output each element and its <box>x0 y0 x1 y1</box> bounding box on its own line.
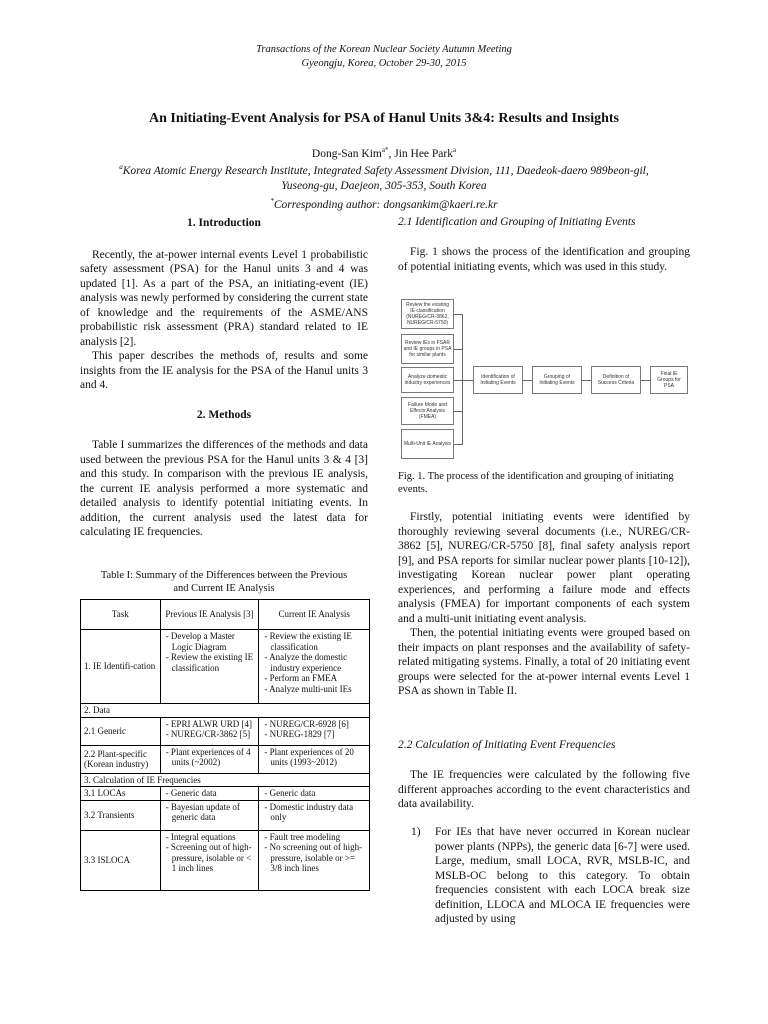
affil-line2: Yuseong-gu, Daejeon, 305-353, South Korea <box>281 179 487 192</box>
table-cell-item: - Integral equations <box>165 831 236 842</box>
paragraph-then: Then, the potential initiating events were grouped based on their impacts on plant responses and the availability of safety-related mitigating systems. Finally, a total of 20 initiating event groups were selected for the at-power internal events Level 1 PSA as shown in Table II. <box>398 627 690 697</box>
table-cell-previous <box>160 787 259 801</box>
figure-intro <box>398 245 690 274</box>
table-cell-current <box>259 745 370 773</box>
figure-flow-box: Identification of Initiating Events <box>473 366 523 394</box>
list-item-1 <box>411 825 690 927</box>
left-column <box>80 216 368 540</box>
table-cell-task: 1. IE Identifi-cation <box>81 630 161 704</box>
paragraph-frequency: The IE frequencies were calculated by the following five different approaches according to the event characteristics and data availability. <box>398 769 690 810</box>
figure-arrow <box>641 380 650 381</box>
authors <box>0 146 768 160</box>
table-caption-line1: Table I: Summary of the Differences between the Previous <box>100 570 348 581</box>
table-cell-item: - NUREG/CR-3862 [5] <box>165 729 251 739</box>
table-cell-item: - Develop a Master Logic Diagram <box>165 631 235 652</box>
methods-heading: 2. Methods <box>196 408 252 421</box>
figure-flow-box: Grouping of Initiating Events <box>532 366 582 394</box>
table-section-calculation: 3. Calculation of IE Frequencies <box>81 773 370 787</box>
table-cell-item: - Screening out of high-pressure, isolable or < 1 inch lines <box>165 842 252 873</box>
figure-box: Review IEs in FSAR and IE groups in PSA for similar plants <box>401 334 454 364</box>
table-cell-task: 3.2 Transients <box>81 800 161 830</box>
table-head-previous: Previous IE Analysis [3] <box>160 600 259 630</box>
conference-header-line2: Gyeongju, Korea, October 29-30, 2015 <box>301 58 467 69</box>
figure-box: Failure Mode and Effects Analysis (FMEA) <box>401 397 454 425</box>
intro-paragraph-2: This paper describes the methods of, results and some insights from the IE analysis for the PSA of the Hanul units 3 and 4. <box>80 350 368 391</box>
author-2: Jin Hee Park <box>394 147 453 160</box>
figure-box: Multi-Unit IE Analysis <box>401 429 454 459</box>
table-cell-item: - Generic data <box>264 788 316 798</box>
table-cell-previous <box>160 630 259 704</box>
list-item-number: 1) <box>411 826 421 838</box>
figure-arrow <box>462 380 473 381</box>
figure-connector <box>454 411 462 412</box>
author-1-sup: a* <box>381 146 389 154</box>
intro-paragraph-1: Recently, the at-power internal events Level 1 probabilistic safety assessment (PSA) for the Hanul units 3 and 4 was updated [1]. As a part of the PSA, an initiating-event (IE) analysis was newly performed by considering the current state of knowledge and the requirements of the ASME/ANS probabilistic risk assessment (PRA) standard related to IE analysis [2]. <box>80 248 368 348</box>
figure-box: Analyze domestic industry experiences <box>401 367 454 393</box>
figure-connector <box>454 349 462 350</box>
table-caption-line2: and Current IE Analysis <box>173 583 275 594</box>
affil-sup-a: a <box>119 163 123 171</box>
table-cell-item: - Fault tree modeling <box>264 831 341 842</box>
table-cell-previous <box>160 717 259 745</box>
author-separator: , <box>388 147 395 160</box>
author-2-sup: a <box>452 146 457 154</box>
table-section-data: 2. Data <box>81 704 370 718</box>
section-2-1-heading: 2.1 Identification and Grouping of Initiating Events <box>398 216 636 228</box>
affil-line1: Korea Atomic Energy Research Institute, Integrated Safety Assessment Division, 111, Daedeok-daero 989beon-gil, <box>122 164 649 177</box>
figure-box: Review the existing IE classification (NUREG/CR-3862, NUREG/CR-5750) <box>401 299 454 329</box>
table-cell-current <box>259 717 370 745</box>
table-cell-task: 3.3 ISLOCA <box>81 830 161 890</box>
table-cell-item: - NUREG-1829 [7] <box>264 729 335 739</box>
table-head-current: Current IE Analysis <box>259 600 370 630</box>
table-cell-previous <box>160 830 259 890</box>
table-cell-item: - NUREG/CR-6928 [6] <box>264 718 349 729</box>
table-cell-current <box>259 800 370 830</box>
table-cell-item: - Perform an FMEA <box>264 673 338 683</box>
section-2-2-heading: 2.2 Calculation of Initiating Event Frequencies <box>398 739 616 751</box>
table-cell-item: - Analyze multi-unit IEs <box>264 683 352 694</box>
figure-connector <box>454 380 462 381</box>
table-cell-item: - Review the existing IE classification <box>165 652 254 673</box>
table-cell-item: - Bayesian update of generic data <box>165 801 240 822</box>
table-1 <box>80 599 370 891</box>
figure-flow-box: Definition of Success Criteria <box>591 366 641 394</box>
figure-arrow <box>582 380 591 381</box>
figure-1 <box>398 296 690 462</box>
affil-line3: Corresponding author: dongsankim@kaeri.re.kr <box>273 198 498 211</box>
table-cell-item: - Generic data <box>165 788 217 798</box>
table-head-task: Task <box>81 600 161 630</box>
frequency-intro <box>398 768 690 812</box>
table-cell-previous <box>160 800 259 830</box>
affil-sup-star: * <box>270 196 274 205</box>
list-item-text: For IEs that have never occurred in Korean nuclear power plants (NPPs), the generic data [6-7] were used. Large, medium, small LOCA, RVR, MSLB-IC, and MSLB-OC belong to this category. To obtain frequencies consistent with each LOCA break size definition, LLOCA and MLOCA IE frequencies were adjusted by using <box>435 826 690 925</box>
table-cell-item: - No screening out of high-pressure, isolable or >= 3/8 inch lines <box>264 842 363 873</box>
table-cell-item: - Plant experiences of 4 units (~2002) <box>165 746 251 767</box>
table-cell-current <box>259 830 370 890</box>
table-cell-item: - Plant experiences of 20 units (1993~2012) <box>264 746 354 767</box>
table-cell-previous <box>160 745 259 773</box>
table-cell-item: - Analyze the domestic industry experience <box>264 652 348 673</box>
table-cell-task: 3.1 LOCAs <box>81 787 161 801</box>
paragraph-firstly: Firstly, potential initiating events were identified by thoroughly reviewing several documents (i.e., NUREG/CR-3862 [5], NUREG/CR-5750 [8], final safety analysis report [9], and PSA reports for similar nuclear power plants [10-12]), investigating Korean nuclear power plant operating experiences, and performing a failure mode and effects analysis (FMEA) for important components of each system and a multi-unit initiating event analysis. <box>398 511 690 625</box>
author-1: Dong-San Kim <box>311 147 382 160</box>
table-cell-current <box>259 787 370 801</box>
figure-connector <box>454 314 462 315</box>
figure-caption: Fig. 1. The process of the identification and grouping of initiating events. <box>398 471 674 495</box>
figure-connector <box>454 444 462 445</box>
table-cell-current <box>259 630 370 704</box>
figure-flow-box: Final IE Groups for PSA <box>650 366 688 394</box>
affiliation <box>60 160 708 213</box>
paper-title: An Initiating-Event Analysis for PSA of Hanul Units 3&4: Results and Insights <box>148 111 619 126</box>
table-cell-task: 2.2 Plant-specific (Korean industry) <box>81 745 161 773</box>
table-cell-item: - EPRI ALWR URD [4] <box>165 718 253 729</box>
table-caption <box>80 569 368 595</box>
figure-arrow <box>523 380 532 381</box>
conference-header-line1: Transactions of the Korean Nuclear Society Autumn Meeting <box>256 44 512 55</box>
table-cell-task: 2.1 Generic <box>81 717 161 745</box>
intro-heading: 1. Introduction <box>187 217 261 229</box>
table-cell-item: - Review the existing IE classification <box>264 631 352 652</box>
methods-paragraph-1: Table I summarizes the differences of the methods and data used between the previous PSA for the Hanul units 3 & 4 [3] and this study. In comparison with the previous IE analysis, the current IE analysis performed a more systematic and detailed analysis to identify potential initiating events. In addition, the current analysis used the latest data for calculating IE frequencies. <box>80 439 368 538</box>
figure-intro-paragraph: Fig. 1 shows the process of the identification and grouping of potential initiating events, which was used in this study. <box>398 246 690 273</box>
right-body <box>398 510 690 699</box>
table-cell-item: - Domestic industry data only <box>264 801 354 822</box>
